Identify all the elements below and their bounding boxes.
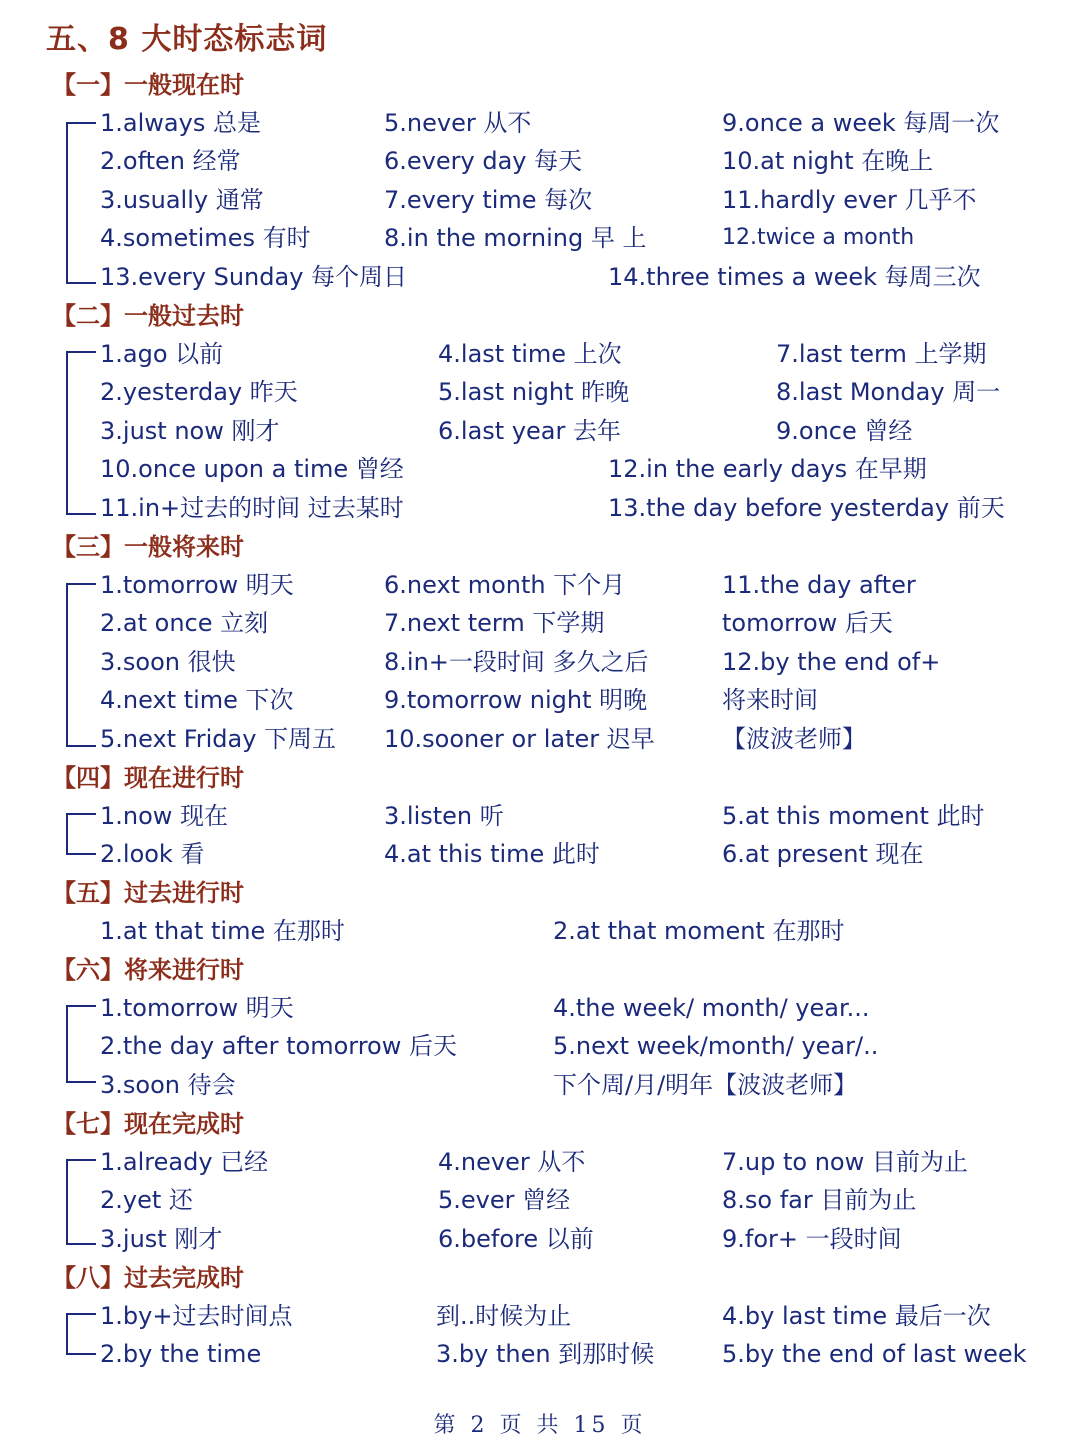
section-heading-4: 【四】现在进行时 bbox=[52, 764, 244, 792]
list-item: 1.tomorrow 明天 bbox=[100, 571, 294, 599]
list-item: 8.in+一段时间 多久之后 bbox=[384, 648, 649, 676]
section-heading-7: 【七】现在完成时 bbox=[52, 1110, 244, 1138]
list-item: 5.at this moment 此时 bbox=[722, 802, 985, 830]
list-item: 9.once 曾经 bbox=[776, 417, 913, 445]
list-item: 11.in+过去的时间 过去某时 bbox=[100, 494, 404, 522]
list-item: 4.next time 下次 bbox=[100, 686, 294, 714]
list-item: 2.at once 立刻 bbox=[100, 609, 269, 637]
list-item: 3.just now 刚才 bbox=[100, 417, 280, 445]
list-item: 4.sometimes 有时 bbox=[100, 224, 311, 252]
list-item: 10.once upon a time 曾经 bbox=[100, 455, 404, 483]
list-item: 2.yesterday 昨天 bbox=[100, 378, 298, 406]
list-item: 1.tomorrow 明天 bbox=[100, 994, 294, 1022]
bracket-4 bbox=[66, 813, 96, 855]
list-item: 到..时候为止 bbox=[436, 1302, 572, 1330]
section-heading-8: 【八】过去完成时 bbox=[52, 1264, 244, 1292]
list-item: 4.never 从不 bbox=[438, 1148, 586, 1176]
section-heading-5: 【五】过去进行时 bbox=[52, 879, 244, 907]
list-item: 3.soon 很快 bbox=[100, 648, 236, 676]
list-item: 7.last term 上学期 bbox=[776, 340, 987, 368]
section-heading-6: 【六】将来进行时 bbox=[52, 956, 244, 984]
list-item: 7.every time 每次 bbox=[384, 186, 593, 214]
list-item: 9.once a week 每周一次 bbox=[722, 109, 1000, 137]
list-item: 10.at night 在晚上 bbox=[722, 147, 934, 175]
list-item: 11.the day after bbox=[722, 571, 916, 599]
list-item: 4.by last time 最后一次 bbox=[722, 1302, 991, 1330]
list-item: 2.at that moment 在那时 bbox=[553, 917, 845, 945]
list-item: 8.in the morning 早 上 bbox=[384, 224, 647, 252]
list-item: 4.last time 上次 bbox=[438, 340, 622, 368]
list-item: 6.at present 现在 bbox=[722, 840, 924, 868]
list-item: 5.last night 昨晚 bbox=[438, 378, 630, 406]
list-item: 11.hardly ever 几乎不 bbox=[722, 186, 977, 214]
list-item: 3.usually 通常 bbox=[100, 186, 264, 214]
list-item: 14.three times a week 每周三次 bbox=[608, 263, 981, 291]
list-item: 7.next term 下学期 bbox=[384, 609, 605, 637]
list-item: 13.the day before yesterday 前天 bbox=[608, 494, 1005, 522]
list-item: 9.tomorrow night 明晚 bbox=[384, 686, 648, 714]
list-item: 5.never 从不 bbox=[384, 109, 532, 137]
list-item: 5.ever 曾经 bbox=[438, 1186, 571, 1214]
list-item: 2.look 看 bbox=[100, 840, 205, 868]
list-item: 12.twice a month bbox=[722, 225, 915, 250]
list-item: 3.by then 到那时候 bbox=[436, 1340, 655, 1368]
bracket-6 bbox=[66, 1005, 96, 1083]
list-item: 下个周/月/明年【波波老师】 bbox=[553, 1071, 858, 1099]
list-item: 2.often 经常 bbox=[100, 147, 241, 175]
list-item: 【波波老师】 bbox=[722, 725, 866, 753]
list-item: 6.every day 每天 bbox=[384, 147, 583, 175]
list-item: 4.at this time 此时 bbox=[384, 840, 600, 868]
list-item: 3.just 刚才 bbox=[100, 1225, 223, 1253]
section-heading-2: 【二】一般过去时 bbox=[52, 302, 244, 330]
list-item: 10.sooner or later 迟早 bbox=[384, 725, 655, 753]
bracket-1 bbox=[66, 122, 96, 284]
list-item: 6.next month 下个月 bbox=[384, 571, 626, 599]
list-item: 5.by the end of last week bbox=[722, 1340, 1027, 1368]
page-title: 五、8 大时态标志词 bbox=[46, 22, 328, 57]
bracket-8 bbox=[66, 1313, 96, 1355]
list-item: 9.for+ 一段时间 bbox=[722, 1225, 902, 1253]
list-item: 2.the day after tomorrow 后天 bbox=[100, 1032, 457, 1060]
list-item: 7.up to now 目前为止 bbox=[722, 1148, 968, 1176]
list-item: 8.last Monday 周一 bbox=[776, 378, 1001, 406]
list-item: 5.next week/month/ year/.. bbox=[553, 1032, 879, 1060]
list-item: 1.ago 以前 bbox=[100, 340, 224, 368]
list-item: 2.yet 还 bbox=[100, 1186, 193, 1214]
list-item: 13.every Sunday 每个周日 bbox=[100, 263, 408, 291]
list-item: 1.by+过去时间点 bbox=[100, 1302, 293, 1330]
list-item: 3.listen 听 bbox=[384, 802, 504, 830]
list-item: 5.next Friday 下周五 bbox=[100, 725, 337, 753]
list-item: 1.at that time 在那时 bbox=[100, 917, 345, 945]
list-item: 将来时间 bbox=[722, 686, 818, 714]
list-item: 12.by the end of+ bbox=[722, 648, 941, 676]
section-heading-1: 【一】一般现在时 bbox=[52, 71, 244, 99]
list-item: 3.soon 待会 bbox=[100, 1071, 236, 1099]
bracket-3 bbox=[66, 583, 96, 747]
list-item: 2.by the time bbox=[100, 1340, 262, 1368]
list-item: 12.in the early days 在早期 bbox=[608, 455, 927, 483]
section-heading-3: 【三】一般将来时 bbox=[52, 533, 244, 561]
list-item: 1.now 现在 bbox=[100, 802, 229, 830]
page-footer: 第 2 页 共 15 页 bbox=[433, 1413, 647, 1438]
list-item: 1.already 已经 bbox=[100, 1148, 269, 1176]
bracket-7 bbox=[66, 1159, 96, 1245]
list-item: 4.the week/ month/ year... bbox=[553, 994, 870, 1022]
list-item: 8.so far 目前为止 bbox=[722, 1186, 917, 1214]
list-item: 6.before 以前 bbox=[438, 1225, 594, 1253]
bracket-2 bbox=[66, 351, 96, 515]
list-item: tomorrow 后天 bbox=[722, 609, 893, 637]
list-item: 1.always 总是 bbox=[100, 109, 261, 137]
list-item: 6.last year 去年 bbox=[438, 417, 621, 445]
